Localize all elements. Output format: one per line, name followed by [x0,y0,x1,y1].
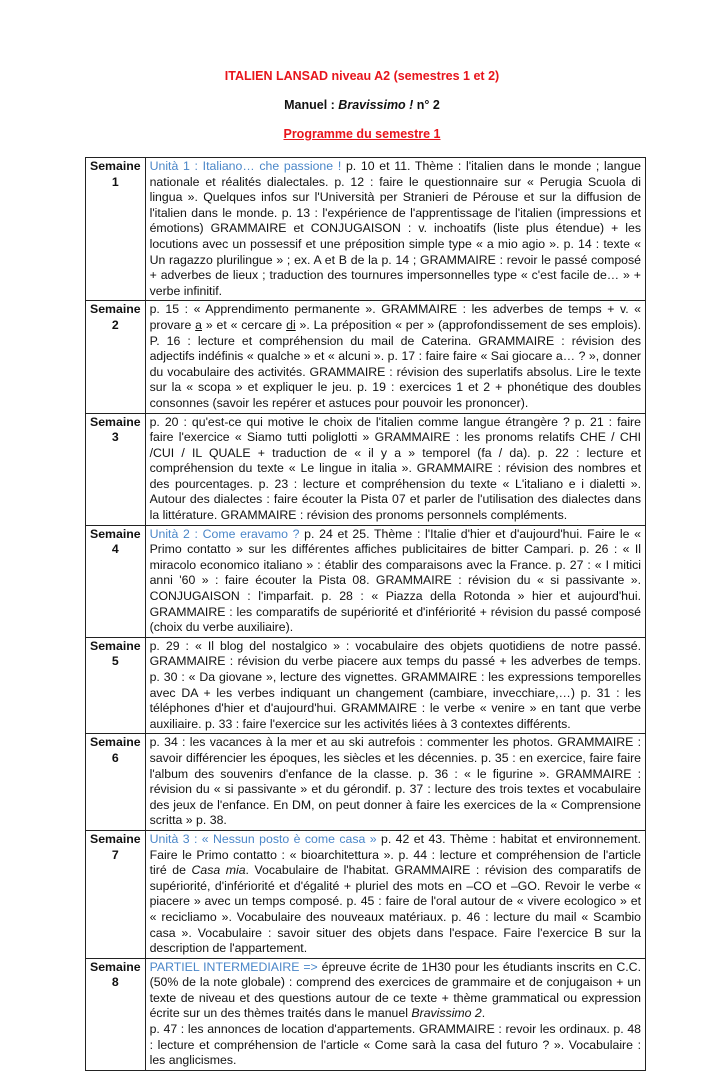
week-label: Semaine [90,159,141,173]
week-number: 1 [111,174,119,189]
week-number: 5 [111,654,119,669]
week-cell [86,301,146,413]
unit-heading: PARTIEL INTERMEDIAIRE => [149,959,318,974]
unit-heading: Unità 2 : Come eravamo ? [149,526,300,541]
table-row [86,958,646,1070]
table-row [86,413,646,525]
week-number: 3 [111,430,119,445]
week-content [145,637,645,734]
programme-heading: Programme du semestre 1 [283,127,441,141]
week-content [145,734,645,831]
content-text: p. 10 et 11. Thème : l'italien dans le monde ; langue nationale et réalités dialectales. p. 12 : faire le questionnaire sur « Perugia Scuola di lingua ». Quelques infos sur l'Università per Stranieri de Pérouse et sur la diffusion de l'italien dans le monde. p. 13 : l'expérience de l'apprentissage de l'italien (impressions et émotions) GRAMMAIRE et CONJUGAISON : v. inchoatifs (liste plus étendue) + les locutions avec un possessif et une préposition simple type « a mio agio ». p. 14 : texte « Un ragazzo plurilingue » ; ex. A et B de la p. 14 ; GRAMMAIRE : revoir le passé composé + adverbes de lieux ; traduction des tournures impersonnelles type « c'est facile de… » + verbe infinitif. [149,159,641,298]
table-row [86,637,646,734]
week-label: Semaine [90,735,141,750]
week-label: Semaine [90,414,141,429]
italic-title: Bravissimo 2 [411,1006,482,1021]
week-content [145,301,645,413]
manual-book-title: Bravissimo ! [338,98,414,112]
week-content [145,830,645,958]
table-row [86,830,646,958]
underlined-word: di [286,317,296,332]
content-text: . [481,1006,486,1021]
content-text: p. 42 et 43. Thème : habitat et environnement. Faire le Primo contatto : « bioarchitettura ». p. 44 : lecture et compréhension de l'article tiré de [149,831,641,878]
content-text: p. 29 : « Il blog del nostalgico » : vocabulaire des objets quotidiens de notre passé. GRAMMAIRE : révision du verbe piacere aux temps du passé + les adverbes de temps. p. 30 : « Da giovane », lecture des vignettes. GRAMMAIRE : les expressions temporelles avec DA + les verbes indiquant un changement (cambiare, invecchiare,…) p. 31 : les téléphones d'hier et d'aujourd'hui. GRAMMAIRE : le verbe « venire » en tant que verbe auxiliaire. p. 33 : faire l'exercice sur les activités liées à 3 contextes différents. [149,638,641,731]
table-row [86,525,646,637]
week-number: 6 [111,750,119,765]
content-text: p. 47 : les annonces de location d'appartements. GRAMMAIRE : revoir les ordinaux. p. 48 : lecture et compréhension de l'article « Come sarà la casa del futuro ? ». Vocabulaire : les anglicismes. [149,1022,641,1068]
unit-heading: Unità 3 : « Nessun posto è come casa » [149,831,377,846]
week-cell [86,830,146,958]
table-row [86,158,646,301]
week-cell [86,158,146,301]
manual-number: n° 2 [413,98,440,112]
content-text: p. 15 : « Apprendimento permanente ». GRAMMAIRE : les adverbes de temps + v. « provare [149,302,641,332]
content-text: p. 20 : qu'est-ce qui motive le choix de l'italien comme langue étrangère ? p. 21 : faire faire l'exercice « Siamo tutti poliglotti » GRAMMAIRE : les pronoms relatifs CHE / CHI /CUI / IL QUALE + traduction de « il y a » temporel (fa / da). p. 22 : lecture et compréhension du texte « Le lingue in italia ». GRAMMAIRE : révision des nombres et des pourcentages. p. 23 : lecture et compréhension du texte « L'italiano e i dialetti ». Autour des dialectes : faire écouter la Pista 07 et parler de l'utilisation des dialectes dans la littérature. GRAMMAIRE : révision des pronoms personnels compléments. [149,414,641,523]
table-row [86,734,646,831]
content-text: p. 34 : les vacances à la mer et au ski autrefois : commenter les photos. GRAMMAIRE : savoir différencier les époques, les siècles et les décennies. p. 35 : en exercice, faire faire l'album des souvenirs d'enfance de la classe. p. 36 : « le figurine ». GRAMMAIRE : révision du « si passivante » et du gérondif. p. 37 : lecture des trois textes et vocabulaire des jeux de l'enfance. En DM, on peut donner à faire les exercices de la « Comprensione scritta » p. 38. [149,735,641,828]
week-cell [86,525,146,637]
underlined-word: a [195,317,202,332]
week-cell [86,413,146,525]
content-text: épreuve écrite de 1H30 pour les étudiants inscrits en C.C. (50% de la note globale) : comprend des exercices de grammaire et de conjugaison + un texte de niveau et des questions autour de ce texte + thème grammatical ou expression écrite sur un des thèmes traités dans le manuel [149,959,641,1021]
manual-line [0,98,724,112]
week-number: 2 [111,317,119,332]
week-label: Semaine [90,638,141,653]
week-number: 4 [111,542,119,557]
week-cell [86,637,146,734]
week-number: 8 [111,975,119,990]
week-label: Semaine [90,302,141,317]
schedule-table [85,157,646,1071]
week-cell [86,734,146,831]
content-text: » et « cercare [201,317,287,332]
content-text: p. 24 et 25. Thème : l'Italie d'hier et d'aujourd'hui. Faire le « Primo contatto » sur les différentes affiches publicitaires de bitter Campari. p. 26 : « Il miracolo economico italiano » : établir des comparaisons avec la France. p. 27 : « I mitici anni '60 » : faire écouter la Pista 08. GRAMMAIRE : révision du « si passivante ». CONJUGAISON : l'imparfait. p. 28 : « Piazza della Rotonda » hier et aujourd'hui. GRAMMAIRE : les comparatifs de supériorité et d'infériorité + révision du passé composé (choix du verbe auxiliaire). [149,526,641,635]
unit-heading: Unità 1 : Italiano… che passione ! [149,159,342,173]
week-label: Semaine [90,959,141,974]
week-label: Semaine [90,526,141,541]
manual-prefix: Manuel : [284,98,339,112]
week-content [145,958,645,1070]
week-cell [86,958,146,1070]
content-text: ». La préposition « per » (approfondissement de ses emplois). P. 16 : lecture et compréhension du mail de Caterina. GRAMMAIRE : révision des adjectifs indéfinis « qualche » et « alcuni ». p. 17 : faire faire « Sai giocare a… ? », donner du vocabulaire des activités. GRAMMAIRE : révision des superlatifs absolus. Lire le texte sur la « scopa » et expliquer le jeu. p. 19 : exercices 1 et 2 + phonétique des doubles consonnes (savoir les repérer et astuces pour pouvoir les prononcer). [149,317,641,410]
week-number: 7 [111,847,119,862]
week-content [145,158,645,301]
content-text: . Vocabulaire de l'habitat. GRAMMAIRE : révision des comparatifs de supériorité, d'infériorité et d'égalité + pluriel des mots en –CO et –GO. Revoir le verbe « piacere » avec un temps composé. p. 45 : faire de l'oral autour de « vivere ecologico » et « recicliamo ». Vocabulaire des nouveaux matériaux. p. 46 : lecture du mail « Scambio casa ». Vocabulaire : savoir situer des objets dans l'espace. Faire l'exercice B sur la description de l'appartement. [149,863,641,956]
week-content [145,525,645,637]
table-row [86,301,646,413]
week-label: Semaine [90,831,141,846]
italic-title: Casa mia [191,863,246,878]
document-title: ITALIEN LANSAD niveau A2 (semestres 1 et 2) [224,69,500,83]
week-content [145,413,645,525]
